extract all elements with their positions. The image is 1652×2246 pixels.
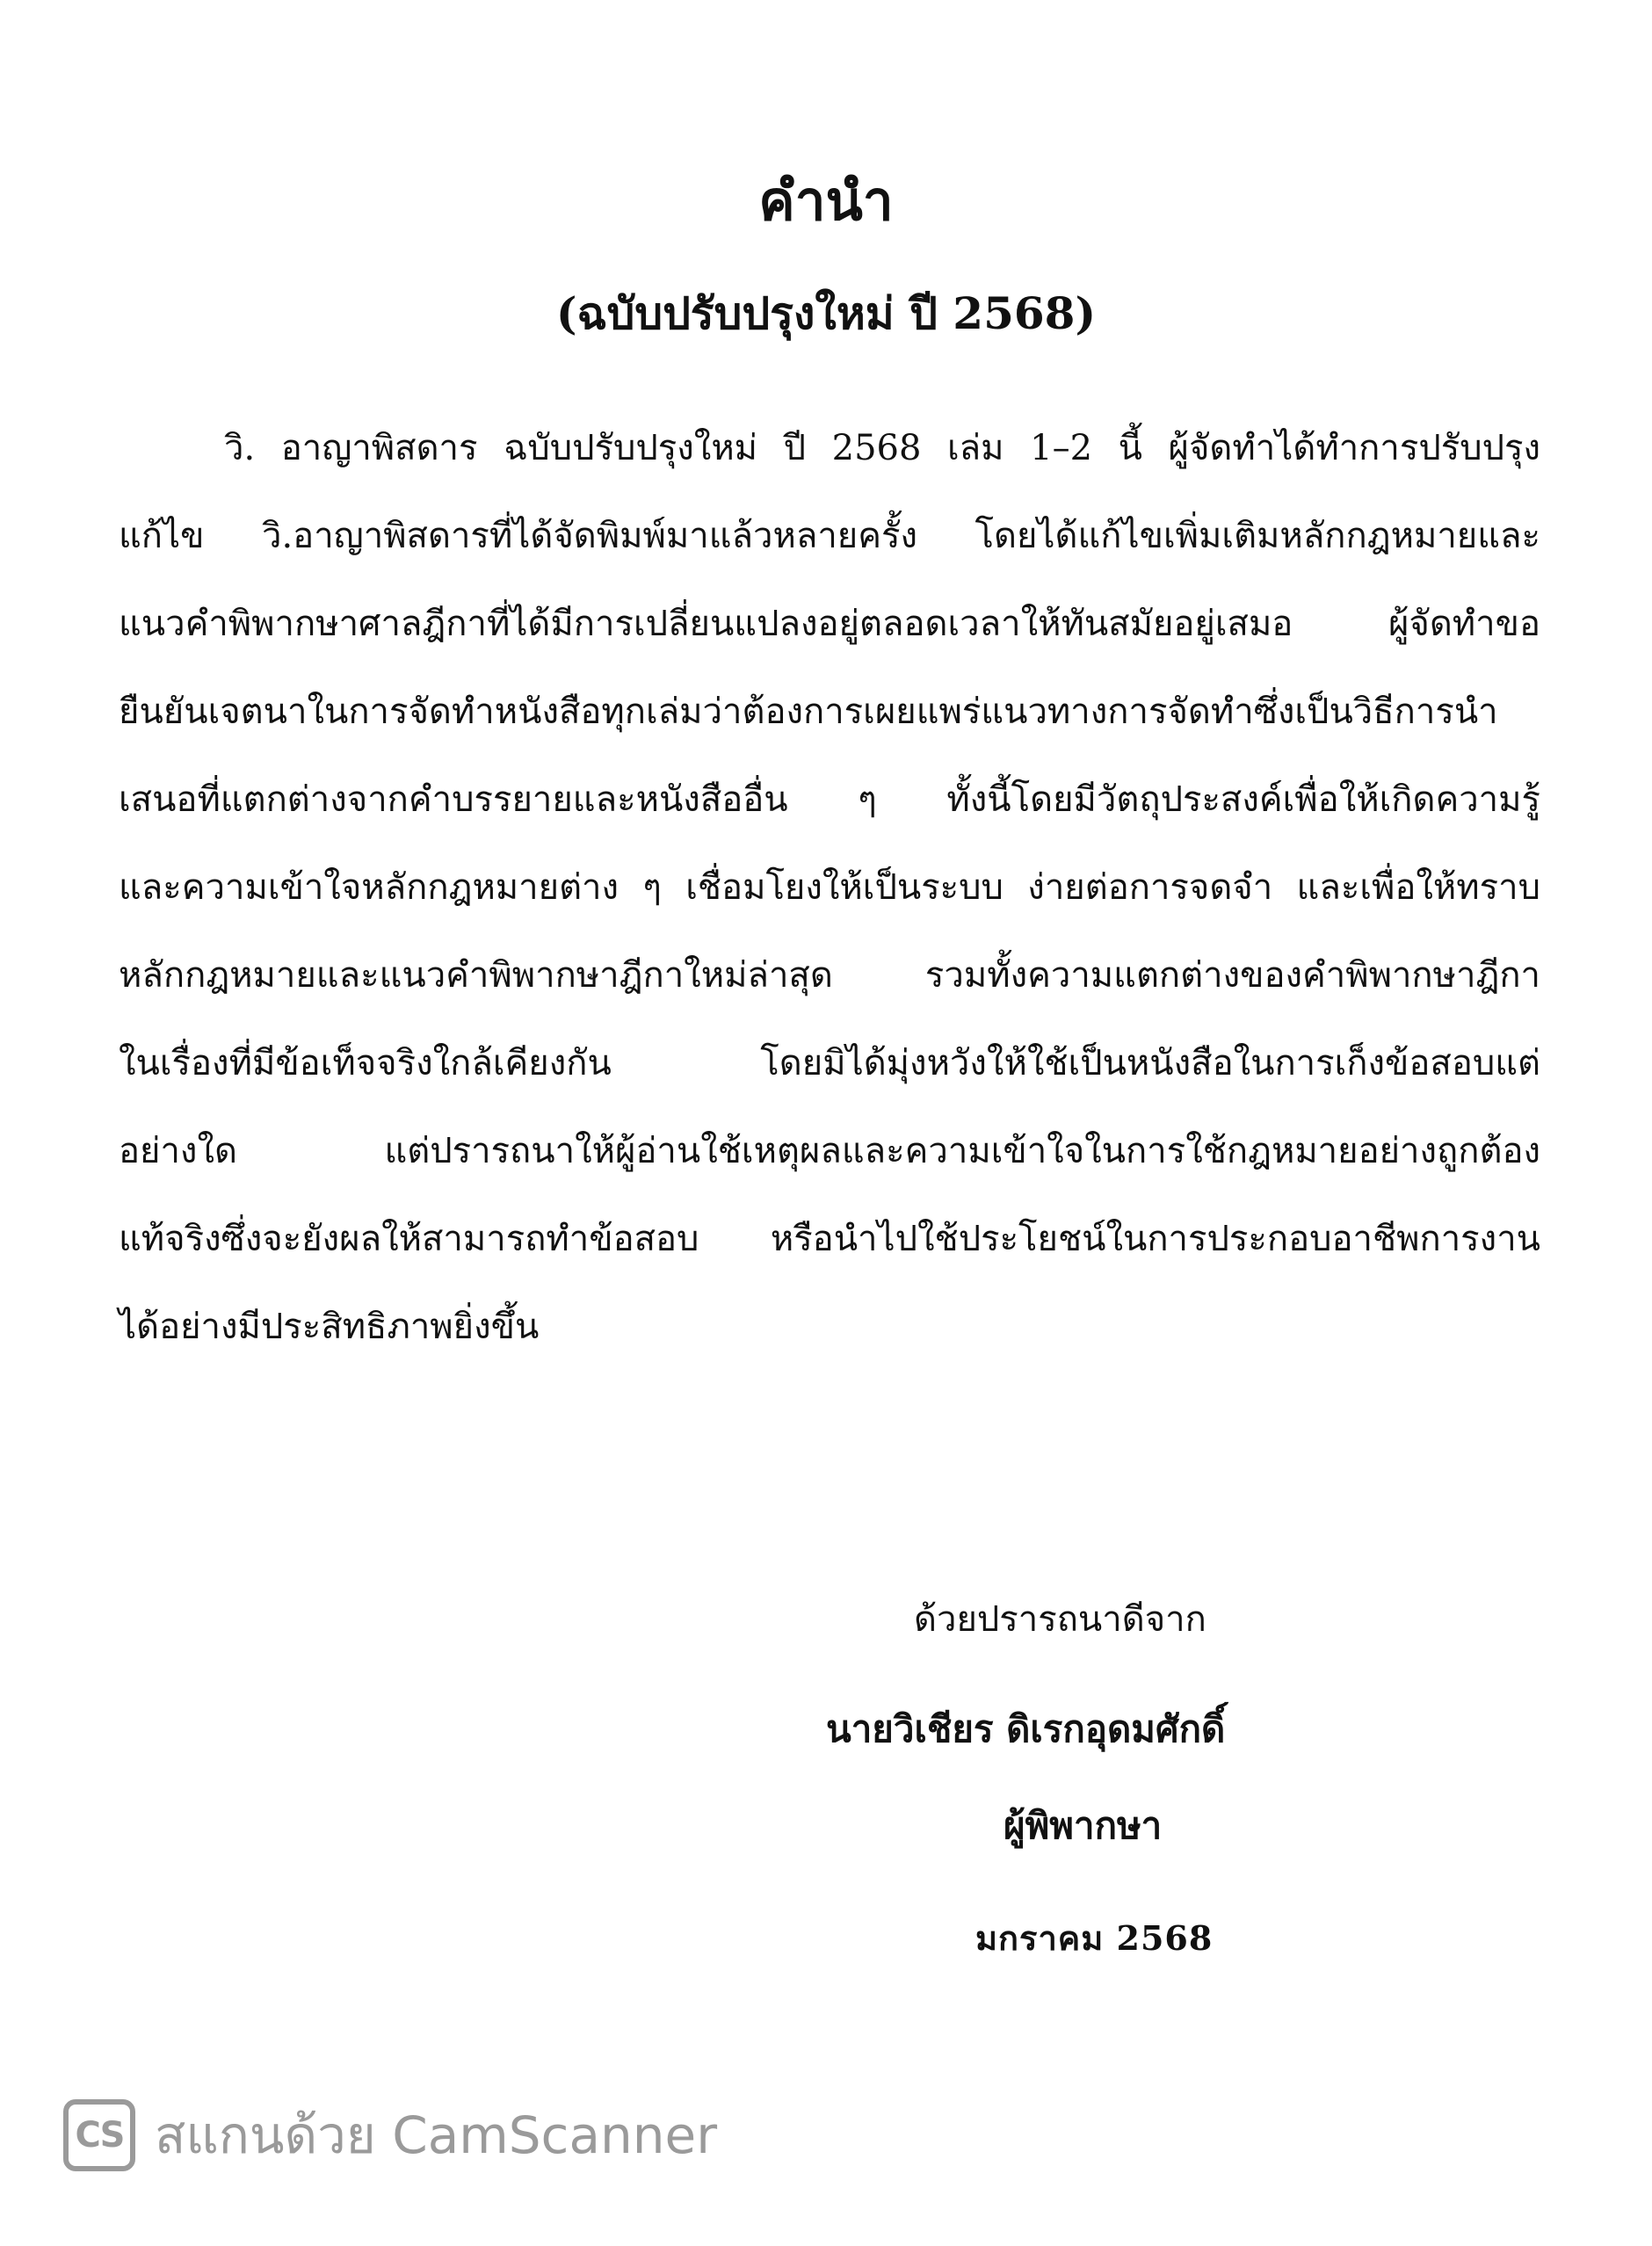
paragraph-line: ในเรื่องที่มีข้อเท็จจริงใกล้เคียงกัน โดยมิได้มุ่งหวังให้ใช้เป็นหนังสือในการเก็งข้อสอบแต่ bbox=[119, 1043, 1540, 1083]
watermark-text: สแกนด้วย CamScanner bbox=[155, 2105, 718, 2165]
paragraph-line: อย่างใด แต่ปรารถนาให้ผู้อ่านใช้เหตุผลและความเข้าใจในการใช้กฎหมายอย่างถูกต้อง bbox=[119, 1131, 1540, 1171]
camscanner-logo-icon: CS bbox=[63, 2099, 135, 2171]
sign-date: มกราคม 2568 bbox=[975, 1918, 1214, 1958]
paragraph-line: วิ. อาญาพิสดาร ฉบับปรับปรุงใหม่ ปี 2568 เล่ม 1–2 นี้ ผู้จัดทำได้ทำการปรับปรุง bbox=[224, 428, 1540, 468]
preface-paragraph bbox=[119, 404, 1540, 1371]
paragraph-line: ได้อย่างมีประสิทธิภาพยิ่งขึ้น bbox=[119, 1307, 540, 1347]
camscanner-watermark bbox=[63, 2096, 717, 2175]
page-subtitle: (ฉบับปรับปรุงใหม่ ปี 2568) bbox=[555, 287, 1097, 339]
paragraph-line: เสนอที่แตกต่างจากคำบรรยายและหนังสืออื่น ๆ ทั้งนี้โดยมีวัตถุประสงค์เพื่อให้เกิดความรู้ bbox=[119, 779, 1540, 820]
paragraph-line: แนวคำพิพากษาศาลฎีกาที่ได้มีการเปลี่ยนแปลงอยู่ตลอดเวลาให้ทันสมัยอยู่เสมอ ผู้จัดทำขอ bbox=[119, 604, 1540, 644]
paragraph-line: แก้ไข วิ.อาญาพิสดารที่ได้จัดพิมพ์มาแล้วหลายครั้ง โดยได้แก้ไขเพิ่มเติมหลักกฎหมายและ bbox=[119, 516, 1540, 556]
closing-phrase: ด้วยปรารถนาดีจาก bbox=[914, 1599, 1206, 1640]
paragraph-line: หลักกฎหมายและแนวคำพิพากษาฎีกาใหม่ล่าสุด รวมทั้งความแตกต่างของคำพิพากษาฎีกา bbox=[119, 955, 1540, 996]
signer-role: ผู้พิพากษา bbox=[1004, 1804, 1163, 1847]
signer-name: นายวิเชียร ดิเรกอุดมศักดิ์ bbox=[826, 1707, 1226, 1750]
paragraph-line: แท้จริงซึ่งจะยังผลให้สามารถทำข้อสอบ หรือนำไปใช้ประโยชน์ในการประกอบอาชีพการงาน bbox=[119, 1219, 1540, 1259]
paragraph-line: ยืนยันเจตนาในการจัดทำหนังสือทุกเล่มว่าต้องการเผยแพร่แนวทางการจัดทำซึ่งเป็นวิธีการนำ bbox=[119, 692, 1498, 732]
page-title: คำนำ bbox=[758, 169, 894, 233]
paragraph-line: และความเข้าใจหลักกฎหมายต่าง ๆ เชื่อมโยงให้เป็นระบบ ง่ายต่อการจดจำ และเพื่อให้ทราบ bbox=[119, 867, 1540, 908]
